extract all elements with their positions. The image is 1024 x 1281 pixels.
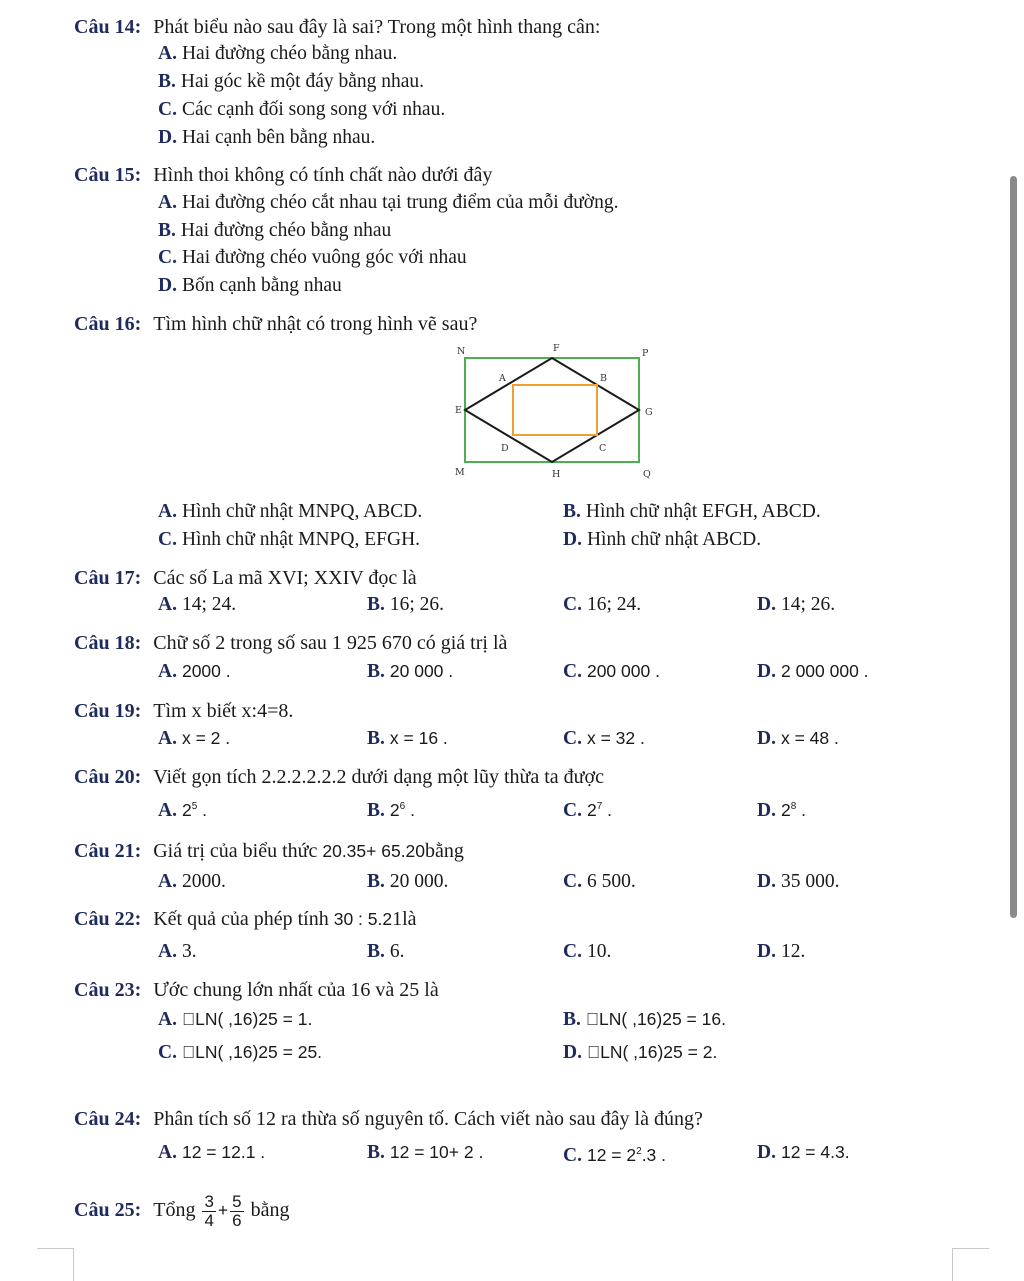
option-c[interactable]: C. 16; 24.	[563, 594, 642, 615]
rectangle-mnpq	[465, 358, 639, 462]
label-m: M	[455, 467, 465, 478]
option-a[interactable]: A.  LN( ,16)25 = 1.	[158, 1009, 313, 1030]
question-15: Câu 15: Hình thoi không có tính chất nào dưới đây	[74, 164, 493, 186]
question-18: Câu 18: Chữ số 2 trong số sau 1 925 670 có giá trị là	[74, 632, 508, 654]
option-b[interactable]: B. $2^6$ .	[367, 800, 415, 821]
option-d[interactable]: D. Hai cạnh bên bằng nhau.	[158, 127, 376, 148]
option-a[interactable]: A. 2000 .	[158, 661, 231, 682]
label-p: P	[642, 348, 649, 359]
question-20: Câu 20: Viết gọn tích 2.2.2.2.2.2 dưới dạng một lũy thừa ta được	[74, 766, 604, 788]
option-c[interactable]: C. Hai đường chéo vuông góc với nhau	[158, 247, 467, 268]
option-b[interactable]: B. 6.	[367, 941, 405, 962]
label-e: E	[455, 405, 462, 416]
question-22: Câu 22: Kết quả của phép tính 30 : 5.21là	[74, 908, 417, 930]
option-d[interactable]: D. 14; 26.	[757, 594, 836, 615]
option-c[interactable]: C.  LN( ,16)25 = 25.	[158, 1042, 323, 1063]
page-corner-right	[952, 1248, 989, 1281]
question-23: Câu 23: Ước chung lớn nhất của 16 và 25 là	[74, 979, 439, 1001]
option-a[interactable]: A. x = 2 .	[158, 728, 231, 749]
option-c[interactable]: C. $2^7$ .	[563, 800, 613, 821]
page-corner-left	[37, 1248, 74, 1281]
option-a[interactable]: A. 14; 24.	[158, 594, 237, 615]
option-c[interactable]: C. Các cạnh đối song song với nhau.	[158, 99, 446, 120]
question-24: Câu 24: Phân tích số 12 ra thừa số nguyên tố. Cách viết nào sau đây là đúng?	[74, 1108, 703, 1130]
rhombus-efgh	[465, 358, 639, 462]
option-b[interactable]: B.  LN( ,16)25 = 16.	[563, 1009, 726, 1030]
question-17: Câu 17: Các số La mã XVI; XXIV đọc là	[74, 567, 417, 589]
option-b[interactable]: B. 16; 26.	[367, 594, 445, 615]
option-d[interactable]: D. 35 000.	[757, 871, 840, 892]
question-label: Câu 14:	[74, 16, 142, 38]
question-14	[74, 14, 600, 40]
vertical-scrollbar[interactable]	[1010, 176, 1017, 918]
label-f: F	[553, 343, 560, 354]
option-a[interactable]: A. Hai đường chéo cắt nhau tại trung điểm của mỗi đường.	[158, 192, 619, 213]
option-b[interactable]: B. x = 16 .	[367, 728, 448, 749]
option-c[interactable]: C. 200 000 .	[563, 661, 660, 682]
fraction-3-4: $\frac{3}{4}$	[204, 1191, 214, 1230]
option-b[interactable]: B. 20 000.	[367, 871, 449, 892]
option-d[interactable]: D.  LN( ,16)25 = 2.	[563, 1042, 718, 1063]
label-h: H	[552, 469, 561, 480]
option-c[interactable]: C. 10.	[563, 941, 612, 962]
option-a[interactable]: A. 12 = 12.1 .	[158, 1142, 266, 1163]
rectangle-figure	[448, 340, 668, 485]
option-a[interactable]: A. Hai đường chéo bằng nhau.	[158, 43, 398, 64]
option-d[interactable]: D. $2^8$ .	[757, 800, 807, 821]
question-19: Câu 19: Tìm x biết x:4=8.	[74, 700, 294, 722]
option-c[interactable]: C. x = 32 .	[563, 728, 645, 749]
fraction-5-6: $\frac{5}{6}$	[232, 1191, 242, 1230]
option-b[interactable]: B. Hai góc kề một đáy bằng nhau.	[158, 71, 425, 92]
option-d[interactable]: D. 2 000 000 .	[757, 661, 869, 682]
label-d: D	[501, 443, 509, 454]
label-a: A	[499, 373, 506, 384]
label-b: B	[600, 373, 607, 384]
question-16: Câu 16: Tìm hình chữ nhật có trong hình vẽ sau?	[74, 313, 478, 335]
option-d[interactable]: D. x = 48 .	[757, 728, 839, 749]
label-c: C	[599, 443, 607, 454]
option-d[interactable]: D. 12 = 4.3.	[757, 1142, 850, 1163]
option-a[interactable]: A. Hình chữ nhật MNPQ, ABCD.	[158, 501, 423, 522]
option-a[interactable]: A. 3.	[158, 941, 197, 962]
option-b[interactable]: B. Hình chữ nhật EFGH, ABCD.	[563, 501, 821, 522]
option-a[interactable]: A. 2000.	[158, 871, 226, 892]
rectangle-abcd	[513, 385, 597, 435]
option-c[interactable]: C. $12 = 2^2.3$ .	[563, 1145, 667, 1166]
question-text: Phát biểu nào sau đây là sai? Trong một hình thang cân:	[153, 16, 601, 38]
option-c[interactable]: C. 6 500.	[563, 871, 636, 892]
label-g: G	[645, 407, 653, 418]
option-b[interactable]: B. Hai đường chéo bằng nhau	[158, 220, 392, 241]
label-n: N	[457, 346, 466, 357]
option-d[interactable]: D. 12.	[757, 941, 806, 962]
option-a[interactable]: A. $2^5$ .	[158, 800, 208, 821]
option-d[interactable]: D. Hình chữ nhật ABCD.	[563, 529, 762, 550]
option-d[interactable]: D. Bốn cạnh bằng nhau	[158, 275, 342, 296]
question-25: Câu 25: Tổng $\frac{3}{4}$ + $\frac{5}{6}$ bằng	[74, 1191, 290, 1230]
question-21: Câu 21: Giá trị của biểu thức 20.35+ 65.20bằng	[74, 840, 464, 862]
option-c[interactable]: C. Hình chữ nhật MNPQ, EFGH.	[158, 529, 421, 550]
label-q: Q	[643, 469, 651, 480]
option-b[interactable]: B. 12 = 10+ 2 .	[367, 1142, 484, 1163]
option-b[interactable]: B. 20 000 .	[367, 661, 454, 682]
